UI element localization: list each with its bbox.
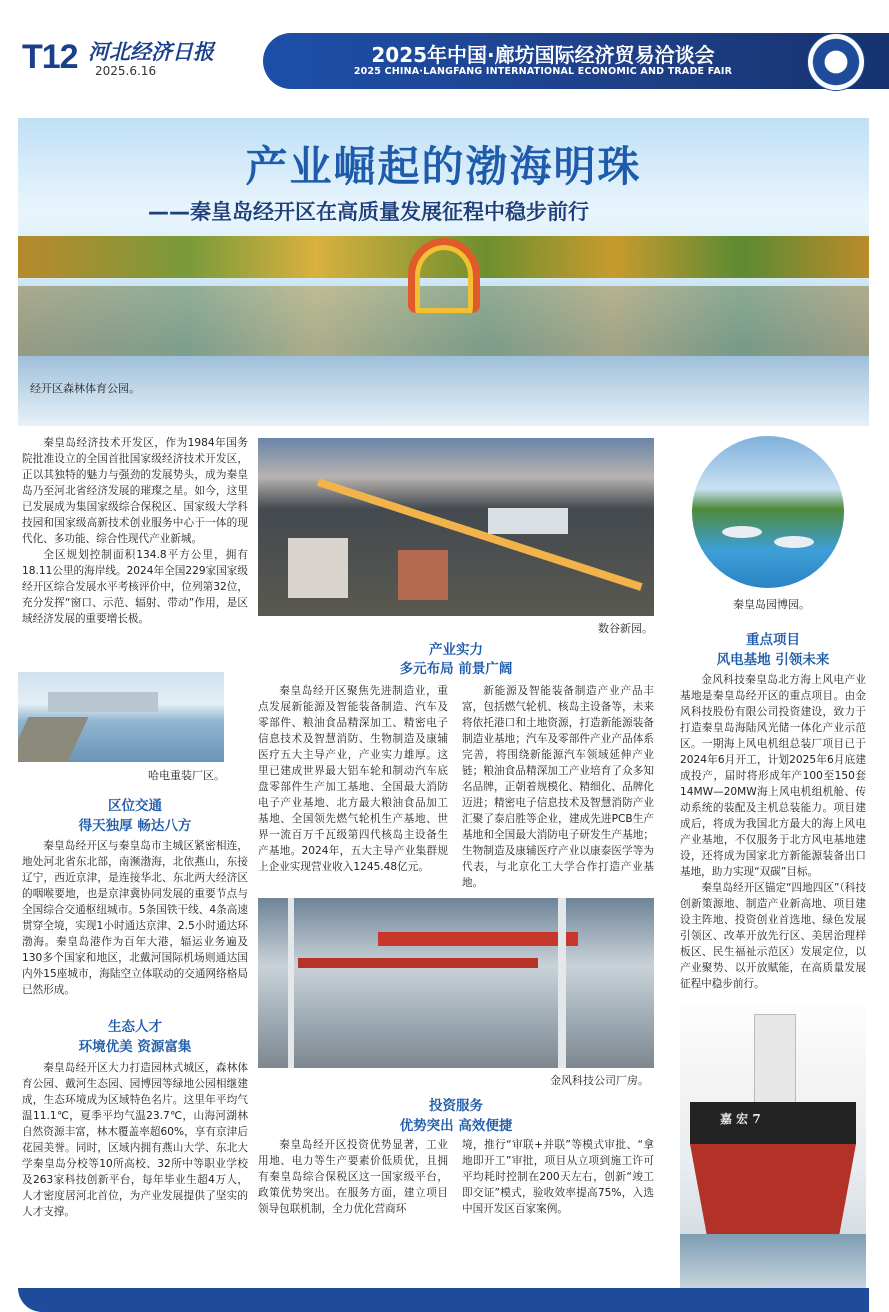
factory-photo bbox=[258, 898, 654, 1068]
building bbox=[488, 508, 568, 534]
location-heading: 区位交通 bbox=[108, 798, 162, 814]
projects-paragraph-1: 金风科技秦皇岛北方海上风电产业基地是秦皇岛经开区的重点项目。由金风科技股份有限公司投资建设，致力于打造秦皇岛海陆风光储一体化产业示范区。一期海上风电机组总装厂项目已于2024年6月开工，计划2025年6月底建成投产，届时将形成年产100至150套14MW—20MW海上风电机组机舱、传动系统的装配及主机总装能力。项目建成后，将成为我国北方最大的海上风电产业基地，不仅服务于北方风电基地建设，还将成为国家北方新能源装备出口基地，助力实现“双碳”目标。 bbox=[680, 674, 866, 878]
subheadline: ——秦皇岛经开区在高质量发展征程中稳步前行 bbox=[148, 200, 589, 224]
hero-photo bbox=[18, 118, 869, 426]
ship-hull-lower bbox=[690, 1144, 856, 1234]
ship-hull-upper bbox=[690, 1102, 856, 1144]
footer-band bbox=[18, 1288, 869, 1312]
service-text-right bbox=[462, 1137, 654, 1217]
industry-heading: 产业实力 bbox=[429, 642, 483, 658]
ship-name: 嘉 宏 7 bbox=[720, 1112, 761, 1126]
intro-paragraph-1: 秦皇岛经济技术开发区，作为1984年国务院批准设立的全国首批国家级经济技术开发区，正以其独特的魅力与强劲的发展势头，成为秦皇岛乃至河北省经济发展的璀璨之星。如今，这里已发展成为集国家级综合保税区、国家级大学科技园和国家级高新技术创业服务中心于一体的现代化、多功能、综合性现代产业新城。 bbox=[22, 437, 248, 545]
projects-paragraph-2: 秦皇岛经开区锚定“四地四区”（科技创新策源地、制造产业新高地、项目建设主阵地、投资创业首选地、绿色发展引领区、改革开放先行区、美居治理样板区、民生福祉示范区）发展定位，以产业聚势、以开放赋能，在高质量发展征程中稳步前行。 bbox=[680, 882, 866, 990]
building bbox=[288, 538, 348, 598]
hero-water bbox=[18, 356, 869, 426]
umbrella-structure bbox=[722, 526, 762, 538]
ecology-paragraph: 秦皇岛经开区大力打造园林式城区，森林体育公园、戴河生态园、园博园等绿地公园相继建成，生态环境成为区域特色名片。这里年平均气温11.1℃，夏季平均气温23.7℃，山海河湖林自然资源丰富，林木覆盖率超60%，享有京津后花园美誉。同时，区域内拥有燕山大学、东北大学秦皇岛分校等10所高校、32所中等职业学校及263家科技创新平台，每年毕业生超4万人，人才密度居河北首位，为产业发展提供了坚实的人才支撑。 bbox=[22, 1062, 248, 1218]
newspaper-name: 河北经济日报 bbox=[88, 39, 214, 64]
intro-text bbox=[22, 435, 248, 627]
service-heading: 投资服务 bbox=[429, 1098, 483, 1114]
service-paragraph-1: 秦皇岛经开区投资优势显著，工业用地、电力等生产要素价低质优，且拥有秦皇岛综合保税区这一国家级平台，政策优势突出。在服务方面，建立项目领导包联机制，全力优化营商环 bbox=[258, 1139, 448, 1215]
shore bbox=[18, 717, 88, 762]
crane-beam bbox=[298, 958, 538, 968]
issue-date: 2025.6.16 bbox=[95, 64, 157, 78]
harbor-photo bbox=[18, 672, 224, 762]
aerial-photo bbox=[258, 438, 654, 616]
page-number: T12 bbox=[22, 38, 78, 76]
arch-sculpture-icon bbox=[408, 238, 480, 313]
service-subheading: 优势突出 高效便捷 bbox=[399, 1118, 513, 1134]
industry-paragraph-1: 秦皇岛经开区聚焦先进制造业，重点发展新能源及智能装备制造、汽车及零部件、粮油食品精深加工、精密电子信息技术及智慧消防、生物制造及康辅医疗五大主导产业，产业实力雄厚。这里已建成世界最大铝车轮和制动汽车底盘零部件生产加工基地、全国最大消防电子产业基地、北方最大粮油食品加工基地、全国领先燃气轮机生产基地、世界一流百万千瓦级第四代核岛主设备生产基地。2024年，五大主导产业集群规上企业实现营业收入1245.48亿元。 bbox=[258, 685, 448, 873]
column bbox=[288, 898, 294, 1068]
umbrella-structure bbox=[774, 536, 814, 548]
projects-subheading: 风电基地 引领未来 bbox=[716, 652, 830, 668]
industry-subheading: 多元布局 前景广阔 bbox=[399, 661, 513, 677]
factory-caption: 金风科技公司厂房。 bbox=[550, 1074, 649, 1087]
service-paragraph-2: 境，推行“审联+并联”等模式审批、“拿地即开工”审批，项目从立项到施工许可平均耗时控制在200天左右，创新“竣工即交证”模式，验收效率提高75%，入选中国开发区百家案例。 bbox=[462, 1139, 654, 1215]
projects-heading: 重点项目 bbox=[746, 632, 800, 648]
hero-caption: 经开区森林体育公园。 bbox=[30, 382, 140, 395]
ship-bridge bbox=[754, 1014, 796, 1106]
fair-emblem-icon bbox=[808, 34, 864, 90]
service-text-left bbox=[258, 1137, 448, 1217]
expo-park-caption: 秦皇岛园博园。 bbox=[733, 598, 810, 611]
expo-park-photo bbox=[692, 436, 844, 588]
ship-photo bbox=[680, 1006, 866, 1288]
fair-banner bbox=[263, 33, 889, 89]
industry-text-left bbox=[258, 683, 448, 875]
building bbox=[398, 550, 448, 600]
harbor-caption: 哈电重装厂区。 bbox=[148, 769, 225, 782]
location-text bbox=[22, 838, 248, 998]
ecology-subheading: 环境优美 资源富集 bbox=[78, 1039, 192, 1055]
crane-beam bbox=[378, 932, 578, 946]
location-subheading: 得天独厚 畅达八方 bbox=[78, 818, 192, 834]
headline: 产业崛起的渤海明珠 bbox=[245, 142, 642, 191]
banner-title: 2025年中国·廊坊国际经济贸易洽谈会 bbox=[371, 43, 715, 67]
location-paragraph: 秦皇岛经开区与秦皇岛市主城区紧密相连，地处河北省东北部，南濒渤海，北依燕山，东接辽宁，西近京津，是连接华北、东北两大经济区的咽喉要地，也是京津冀协同发展的重要节点与全国综合交通枢纽城市。5条国铁干线、4条高速贯穿全境，实现1小时通达京津、2.5小时通达环渤海。秦皇岛港作为百年大港，辐运业务遍及130多个国家和地区，北戴河国际机场则通达国内外15座城市，海陆空立体联动的交通网络格局已然形成。 bbox=[22, 840, 248, 996]
industry-text-right bbox=[462, 683, 654, 891]
lit-road bbox=[317, 478, 643, 591]
industry-paragraph-2: 新能源及智能装备制造产业产品丰富，包括燃气轮机、核岛主设备等，未来将依托港口和土地资源，打造新能源装备制造业基地；汽车及零部件产业产品体系完善，将围绕新能源汽车领域延伸产业链；粮油食品精深加工产业培育了众多知名品牌，正朝着规模化、精细化、品牌化迈进；精密电子信息技术及智慧消防产业汇聚了泰启胜等企业，建成先进PCB生产基地和全国最大消防电子研发生产基地；生物制造及康辅医疗产业以康泰医学等为代表，与北京化工大学合作打造产业基地。 bbox=[462, 685, 654, 889]
ecology-heading: 生态人才 bbox=[108, 1019, 162, 1035]
projects-text bbox=[680, 672, 866, 992]
column bbox=[558, 898, 566, 1068]
factory-building bbox=[48, 692, 158, 712]
ecology-text bbox=[22, 1060, 248, 1220]
banner-subtitle: 2025 CHINA·LANGFANG INTERNATIONAL ECONOMIC AND TRADE FAIR bbox=[353, 66, 733, 77]
ship-water bbox=[680, 1234, 866, 1288]
aerial-caption: 数谷新园。 bbox=[598, 622, 653, 635]
intro-paragraph-2: 全区规划控制面积134.8平方公里，拥有18.11公里的海岸线。2024年全国229家国家级经开区综合发展水平考核评价中，位列第32位，充分发挥“窗口、示范、辐射、带动”作用，是区域经济发展的重要增长极。 bbox=[22, 549, 248, 625]
